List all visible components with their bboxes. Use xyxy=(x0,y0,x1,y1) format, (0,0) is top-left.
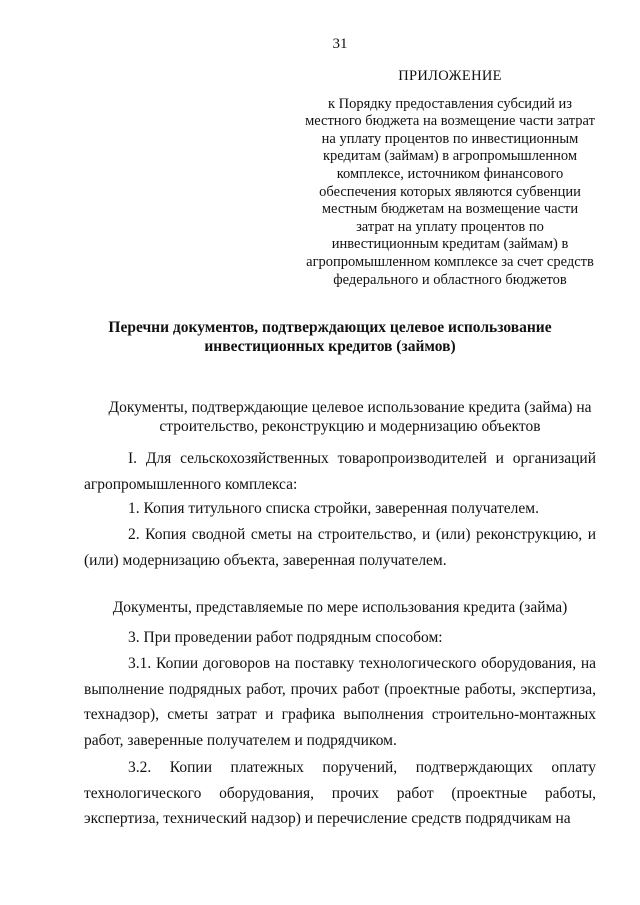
appendix-block xyxy=(305,68,595,289)
paragraph-text: 3.2. Копии платежных поручений, подтверждающих оплату технологического оборудования, прочих работ (проектные работы, экспертиза, технический надзор) и перечисление средств подрядчикам на xyxy=(84,759,596,827)
appendix-text: к Порядку предоставления субсидий из местного бюджета на возмещение части затрат на уплату процентов по инвестиционным кредитам (займам) в агропромышленном комплексе, источником финансового обеспечения которых являются субвенции местным бюджетам на возмещение части затрат на уплату процентов по инвестиционным кредитам (займам) в агропромышленном комплексе за счет средств федерального и областного бюджетов xyxy=(305,95,595,288)
paragraph-text: 1. Копия титульного списка стройки, заверенная получателем. xyxy=(128,500,539,517)
paragraph-title-list xyxy=(84,496,596,522)
paragraph-contract-copies xyxy=(84,651,596,753)
paragraph-text: 3.1. Копии договоров на поставку технологического оборудования, на выполнение подрядных работ, прочих работ (проектные работы, экспертиза, технадзор), сметы затрат и графика выполнения строительно-монтажных работ, заверенные получателем и подрядчиком. xyxy=(84,655,596,749)
paragraph-contract-method xyxy=(84,625,596,651)
document-title: Перечни документов, подтверждающих целевое использование инвестиционных кредитов (займов) xyxy=(108,319,552,355)
paragraph-payment-orders xyxy=(84,755,596,832)
paragraph-text: 3. При проведении работ подрядным способом: xyxy=(128,629,443,646)
paragraph-summary-estimate xyxy=(84,522,596,573)
paragraph-text: I. Для сельскохозяйственных товаропроизводителей и организаций агропромышленного комплекса: xyxy=(84,450,596,493)
section-heading-construction: Документы, подтверждающие целевое использование кредита (займа) на строительство, реконструкцию и модернизацию объектов xyxy=(108,399,592,435)
page-number: 31 xyxy=(332,36,348,52)
paragraph-text: 2. Копия сводной сметы на строительство, и (или) реконструкцию, и (или) модернизацию объекта, заверенная получателем. xyxy=(84,526,596,569)
appendix-title: ПРИЛОЖЕНИЕ xyxy=(398,68,502,84)
section-heading-usage-documents: Документы, представляемые по мере использования кредита (займа) xyxy=(112,599,568,616)
paragraph-agri-producers xyxy=(84,446,596,497)
